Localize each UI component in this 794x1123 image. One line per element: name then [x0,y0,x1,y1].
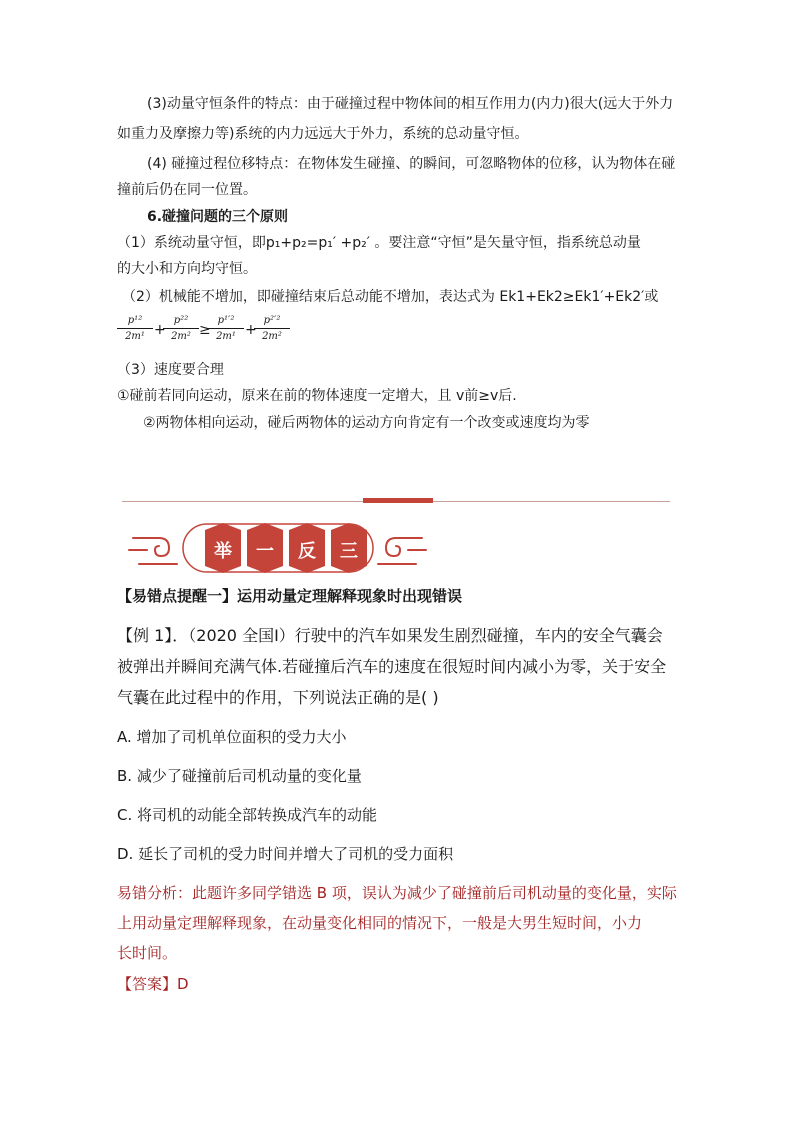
formula-term-3 [208,313,244,344]
para4-line1: (4) 碰撞过程位移特点：在物体发生碰撞、的瞬间，可忽略物体的位移，认为物体在碰 [147,156,676,172]
option-a: A. 增加了司机单位面积的受力大小 [117,728,347,746]
para3-line2: 如重力及摩擦力等)系统的内力远远大于外力，系统的总动量守恒。 [117,126,529,142]
analysis-line2: 上用动量定理解释现象，在动量变化相同的情况下，一般是大男生短时间，小力 [117,914,643,932]
principle1-line1: （1）系统动量守恒，即p₁+p₂=p₁′ +p₂′ 。要注意“守恒”是矢量守恒，指系统总动量 [117,235,641,251]
option-c: C. 将司机的动能全部转换成汽车的动能 [117,806,378,824]
banner-ju-yi-fan-san [125,520,430,576]
kinetic-energy-formula [117,313,297,353]
principle3-item2: ②两物体相向运动，碰后两物体的运动方向肯定有一个改变或速度均为零 [143,415,590,431]
banner-char-4: 三 [340,541,358,562]
term-2-numerator: p²² [163,313,199,329]
tip-heading: 【易错点提醒一】运用动量定理解释现象时出现错误 [117,587,463,605]
option-d: D. 延长了司机的受力时间并增大了司机的受力面积 [117,845,454,863]
principle1-line2: 的大小和方向均守恒。 [117,261,257,277]
formula-term-1 [117,313,153,344]
geq-sign: ≥ [199,322,211,338]
term-2-denominator: 2m² [171,331,191,342]
plus-sign: + [245,322,257,338]
formula-term-4 [254,313,290,344]
term-3-numerator: p¹′² [208,313,244,329]
principle3-title: （3）速度要合理 [117,362,224,378]
term-4-numerator: p²′² [254,313,290,329]
term-1-numerator: p¹² [117,313,153,329]
example-line2: 被弹出并瞬间充满气体.若碰撞后汽车的速度在很短时间内减小为零，关于安全 [117,657,667,676]
banner-char-3: 反 [298,541,316,562]
banner-char-2: 一 [256,541,274,562]
principle2-line1: （2）机械能不增加，即碰撞结束后总动能不增加，表达式为 Ek1+Ek2≥Ek1′+Ek2′或 [122,289,659,305]
term-4-denominator: 2m² [262,331,282,342]
example-line1: 【例 1】．（2020 全国Ⅰ）行驶中的汽车如果发生剧烈碰撞，车内的安全气囊会 [117,626,663,645]
para3-line1: (3)动量守恒条件的特点：由于碰撞过程中物体间的相互作用力(内力)很大(远大于外力 [147,96,674,112]
term-1-denominator: 2m¹ [125,331,145,342]
left-cloud-swirl-icon [129,538,177,564]
formula-term-2 [163,313,199,344]
term-3-denominator: 2m¹ [216,331,236,342]
example-line3: 气囊在此过程中的作用，下列说法正确的是( ) [117,688,439,707]
section6-title: 6.碰撞问题的三个原则 [147,209,289,225]
option-b: B. 减少了碰撞前后司机动量的变化量 [117,767,362,785]
analysis-line1: 易错分析：此题许多同学错选 B 项，误认为减少了碰撞前后司机动量的变化量，实际 [117,884,677,902]
banner-char-1: 举 [214,541,232,562]
right-cloud-swirl-icon [378,538,426,564]
principle3-item1: ①碰前若同向运动，原来在前的物体速度一定增大，且 v前≥v后. [117,388,517,404]
answer: 【答案】D [117,975,189,993]
divider-accent [363,498,433,503]
analysis-line3: 长时间。 [117,944,178,962]
plus-sign: + [154,322,166,338]
para4-line2: 撞前后仍在同一位置。 [117,182,257,198]
